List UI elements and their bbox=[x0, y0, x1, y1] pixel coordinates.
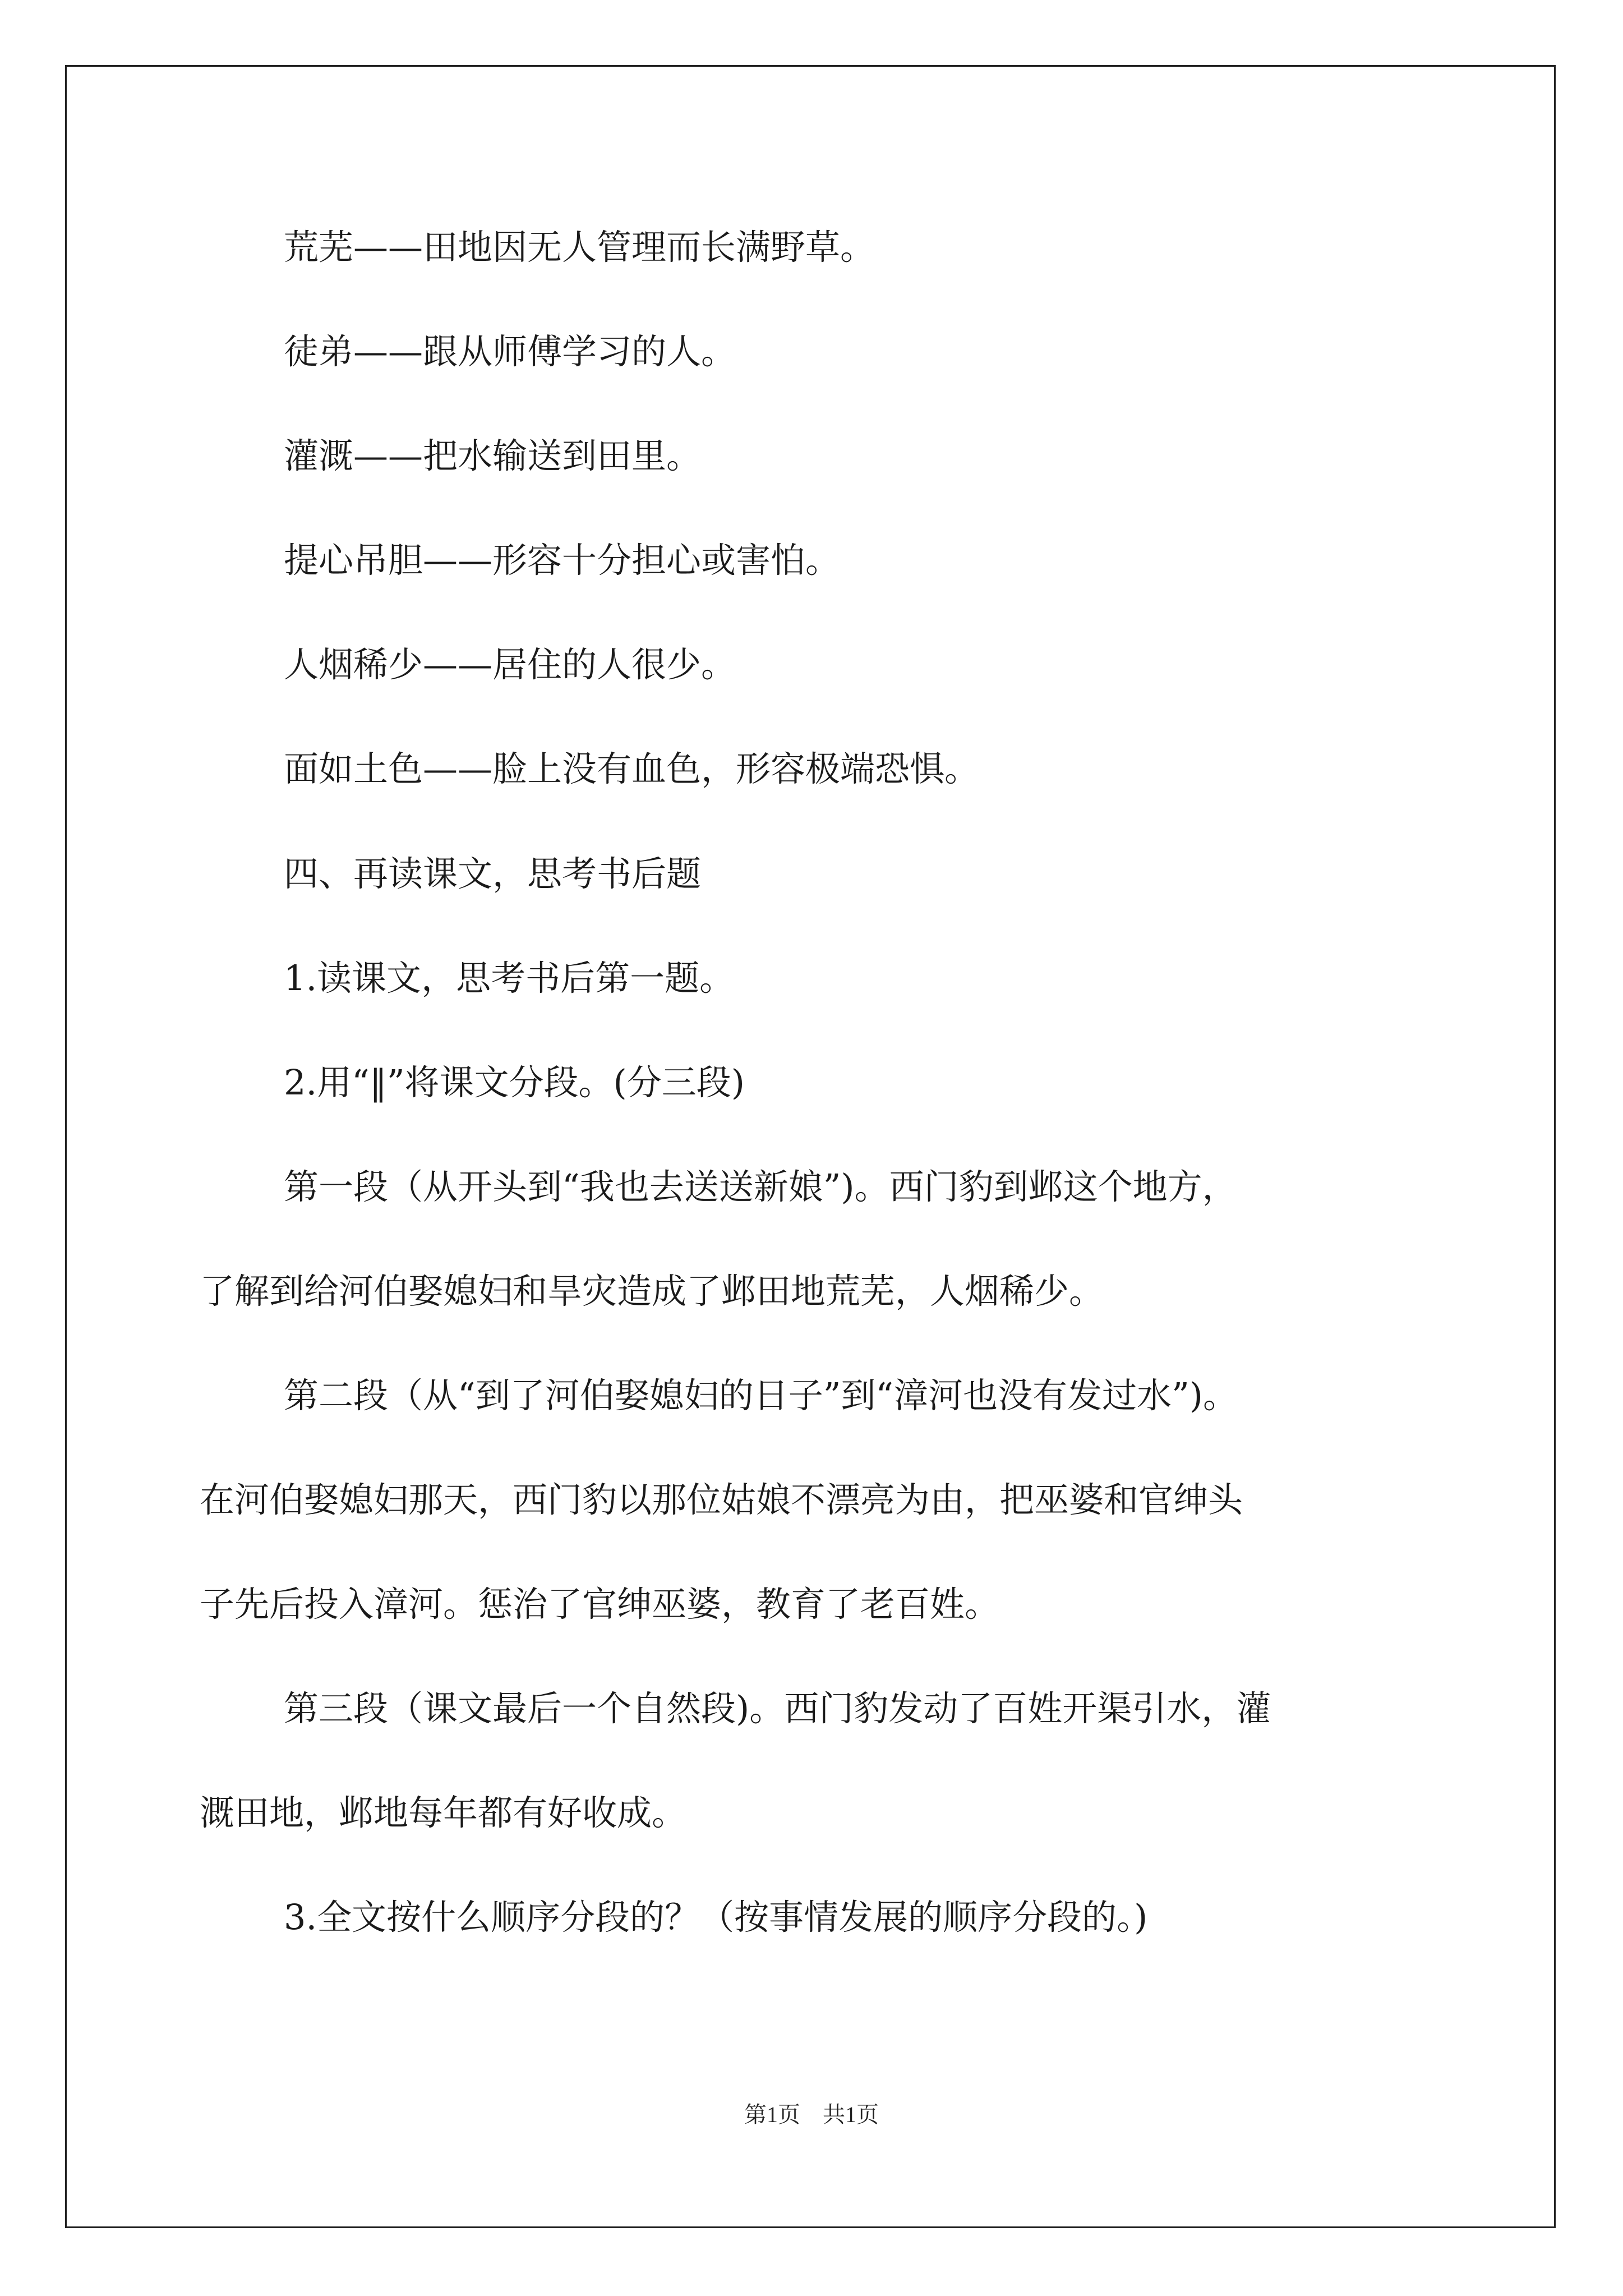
text-line: 灌溉——把水输送到田里。 bbox=[284, 435, 702, 476]
text-line: 子先后投入漳河。惩治了官绅巫婆，教育了老百姓。 bbox=[200, 1584, 1000, 1625]
text-line: 面如土色——脸上没有血色，形容极端恐惧。 bbox=[284, 748, 980, 789]
text-line: 人烟稀少——居住的人很少。 bbox=[284, 644, 736, 685]
text-line: 徒弟——跟从师傅学习的人。 bbox=[284, 331, 736, 372]
text-line: 了解到给河伯娶媳妇和旱灾造成了邺田地荒芜，人烟稀少。 bbox=[200, 1271, 1104, 1312]
text-line: 第二段（从“到了河伯娶媳妇的日子”到“漳河也没有发过水”)。 bbox=[284, 1375, 1238, 1416]
text-line: 在河伯娶媳妇那天，西门豹以那位姑娘不漂亮为由，把巫婆和官绅头 bbox=[200, 1479, 1243, 1520]
text-line: 1.读课文，思考书后第一题。 bbox=[284, 958, 735, 999]
text-line: 溉田地，邺地每年都有好收成。 bbox=[200, 1792, 687, 1833]
text-line: 第三段（课文最后一个自然段)。西门豹发动了百姓开渠引水，灌 bbox=[284, 1688, 1271, 1729]
text-line: 第一段（从开头到“我也去送送新娘”)。西门豹到邺这个地方， bbox=[284, 1166, 1237, 1207]
section-heading: 四、再读课文，思考书后题 bbox=[284, 853, 702, 894]
text-line: 提心吊胆——形容十分担心或害怕。 bbox=[284, 540, 841, 581]
text-line: 荒芜——田地因无人管理而长满野草。 bbox=[284, 227, 875, 268]
page-footer: 第1页 共1页 bbox=[744, 2102, 879, 2127]
text-line: 3.全文按什么顺序分段的？（按事情发展的顺序分段的。) bbox=[284, 1897, 1148, 1938]
text-line: 2.用“‖”将课文分段。(分三段) bbox=[284, 1062, 745, 1103]
